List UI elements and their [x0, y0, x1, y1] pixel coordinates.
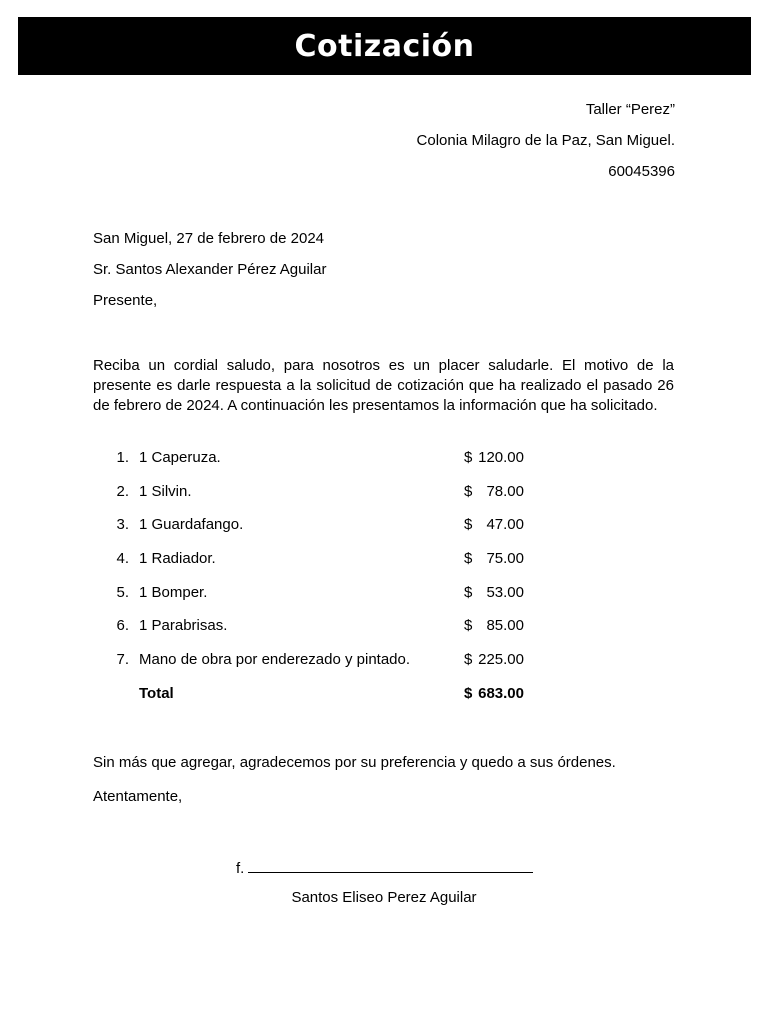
item-currency: $ — [464, 550, 473, 568]
item-number: 1. — [116, 449, 129, 466]
sender-name: Taller “Perez” — [585, 101, 675, 118]
item-number: 4. — [116, 550, 129, 568]
item-amount: 225.00 — [478, 651, 524, 669]
document-title: Cotización — [294, 28, 475, 64]
list-item — [93, 515, 553, 549]
item-currency: $ — [464, 482, 473, 500]
item-amount: 47.00 — [486, 516, 524, 534]
total-amount: 683.00 — [478, 684, 524, 702]
item-description: 1 Silvin. — [139, 482, 192, 500]
list-item — [93, 616, 553, 650]
total-label: Total — [139, 684, 174, 702]
total-currency: $ — [464, 684, 473, 702]
signature-underline — [248, 856, 533, 873]
item-description: 1 Bomper. — [139, 583, 208, 601]
total-row — [93, 684, 553, 718]
quote-items-list — [93, 448, 553, 718]
item-amount: 120.00 — [478, 449, 524, 466]
list-item — [93, 448, 553, 482]
item-amount: 85.00 — [486, 617, 524, 635]
closing-line: Sin más que agregar, agradecemos por su preferencia y quedo a sus órdenes. — [93, 754, 616, 771]
item-description: 1 Radiador. — [139, 550, 216, 568]
sender-phone: 60045396 — [608, 163, 675, 180]
signature-prefix: f. — [236, 860, 245, 877]
item-description: 1 Caperuza. — [139, 449, 221, 466]
signature-line — [236, 856, 533, 879]
sender-block — [417, 100, 675, 193]
farewell: Atentamente, — [93, 788, 183, 805]
body-paragraph: Reciba un cordial saludo, para nosotros es un placer saludarle. El motivo de la presente es darle respuesta a la solicitud de cotización que ha realizado el pasado 26 de febrero de 2024. A continuación les presentamos la información que ha solicitado. — [93, 357, 674, 414]
list-item — [93, 583, 553, 617]
item-number: 6. — [116, 617, 129, 635]
item-number: 7. — [116, 651, 129, 669]
recipient-name: Sr. Santos Alexander Pérez Aguilar — [93, 261, 327, 278]
item-number: 2. — [116, 482, 129, 500]
item-description: 1 Parabrisas. — [139, 617, 228, 635]
item-currency: $ — [464, 516, 473, 534]
item-description: 1 Guardafango. — [139, 516, 244, 534]
item-currency: $ — [464, 583, 473, 601]
signatory-name: Santos Eliseo Perez Aguilar — [291, 889, 477, 906]
sender-address: Colonia Milagro de la Paz, San Miguel. — [416, 132, 675, 149]
item-number: 3. — [116, 516, 129, 534]
item-currency: $ — [464, 651, 473, 669]
item-amount: 78.00 — [486, 482, 524, 500]
list-item — [93, 482, 553, 516]
item-currency: $ — [464, 617, 473, 635]
salutation: Presente, — [93, 292, 158, 309]
list-item — [93, 650, 553, 684]
item-currency: $ — [464, 449, 473, 466]
list-item — [93, 549, 553, 583]
item-amount: 53.00 — [486, 583, 524, 601]
date-line: San Miguel, 27 de febrero de 2024 — [93, 230, 324, 247]
title-bar — [18, 17, 751, 75]
item-amount: 75.00 — [486, 550, 524, 568]
item-number: 5. — [116, 583, 129, 601]
item-description: Mano de obra por enderezado y pintado. — [139, 651, 411, 669]
